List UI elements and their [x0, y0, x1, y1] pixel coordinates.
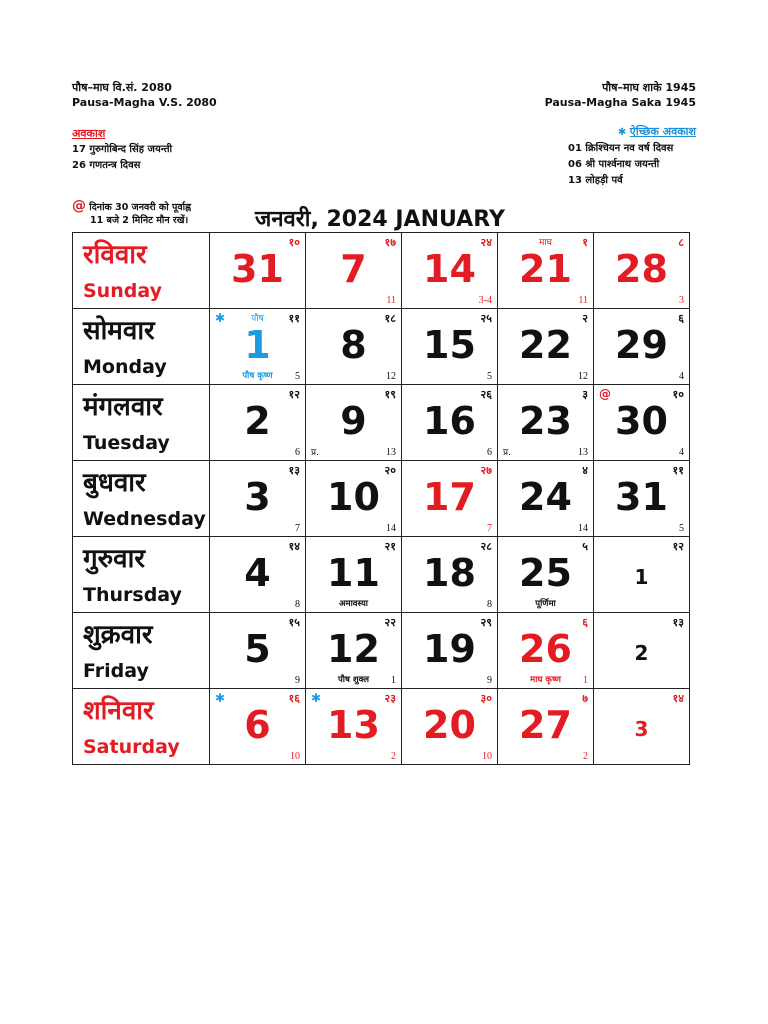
nakshatra-number: 3-4: [478, 295, 492, 306]
header-left: [72, 80, 217, 110]
optional-holiday-item: 06 श्री पार्श्वनाथ जयन्ती: [568, 159, 660, 170]
weekday-cell: [73, 233, 210, 309]
date-cell[interactable]: [402, 385, 498, 461]
weekday-cell: [73, 689, 210, 765]
date-cell[interactable]: [594, 461, 690, 537]
weekday-hindi: शुक्रवार: [83, 620, 153, 650]
date-number: 25: [519, 551, 572, 595]
tithi-number: १: [582, 236, 588, 249]
tithi-number: ८: [678, 236, 684, 249]
optional-holiday-item: 13 लोहड़ी पर्व: [568, 175, 623, 186]
month-marker: माघ: [538, 238, 553, 248]
nakshatra-number: 6: [295, 447, 300, 458]
tithi-number: १०: [672, 388, 684, 401]
weekday-english: Monday: [83, 356, 167, 378]
date-cell[interactable]: [210, 537, 306, 613]
tithi-number: ११: [288, 312, 300, 325]
paksha-label: अमावस्या: [339, 599, 368, 609]
nakshatra-number: 2: [583, 751, 588, 762]
tithi-number: १२: [288, 388, 300, 401]
date-number: 2: [634, 641, 649, 665]
tithi-number: २०: [384, 464, 396, 477]
nakshatra-number: 6: [487, 447, 492, 458]
at-icon: @: [72, 198, 86, 214]
holiday-item: 17 गुरुगोबिन्द सिंह जयन्ती: [72, 144, 173, 155]
tithi-number: १३: [672, 616, 684, 629]
date-number: 17: [423, 475, 476, 519]
holidays-list: [72, 126, 172, 174]
weekday-hindi: सोमवार: [83, 316, 155, 346]
date-number: 1: [634, 565, 649, 589]
header-left-english: Pausa-Magha V.S. 2080: [72, 96, 217, 109]
weekday-hindi: मंगलवार: [83, 392, 163, 422]
weekday-english: Friday: [83, 660, 149, 682]
date-number: 28: [615, 247, 668, 291]
date-cell[interactable]: [306, 385, 402, 461]
nakshatra-number: 10: [482, 751, 492, 762]
header-right: [545, 80, 696, 110]
header-right-english: Pausa-Magha Saka 1945: [544, 96, 696, 109]
date-cell[interactable]: [306, 233, 402, 309]
date-cell[interactable]: [594, 689, 690, 765]
weekday-english: Thursday: [83, 584, 182, 606]
date-number: 3: [634, 717, 649, 741]
nakshatra-number: 4: [679, 447, 684, 458]
date-cell[interactable]: [306, 537, 402, 613]
star-icon: ✱: [215, 311, 226, 325]
paksha-label: पूर्णिमा: [535, 599, 556, 609]
tithi-number: १०: [288, 236, 300, 249]
header-left-hindi: पौष–माघ वि.सं. 2080: [72, 81, 172, 94]
date-number: 16: [423, 399, 476, 443]
date-cell[interactable]: [594, 233, 690, 309]
optional-holiday-item: 01 क्रिश्चियन नव वर्ष दिवस: [568, 143, 674, 154]
date-number: 1: [244, 323, 271, 367]
date-cell[interactable]: [210, 461, 306, 537]
calendar-row-saturday: [73, 689, 690, 765]
date-cell[interactable]: [498, 537, 594, 613]
paksha-label: पौष कृष्ण: [242, 371, 273, 381]
date-cell[interactable]: [402, 613, 498, 689]
nakshatra-number: 13: [386, 447, 396, 458]
tithi-number: ३०: [480, 692, 492, 705]
at-icon: @: [599, 387, 611, 401]
calendar-row-tuesday: [73, 385, 690, 461]
date-number: 23: [519, 399, 572, 443]
date-cell[interactable]: [594, 309, 690, 385]
pradosh-marker: प्र.: [311, 448, 319, 458]
date-cell[interactable]: [402, 309, 498, 385]
date-number: 31: [615, 475, 668, 519]
date-number: 29: [615, 323, 668, 367]
paksha-label: पौष शुक्ल: [337, 675, 370, 685]
calendar-row-thursday: [73, 537, 690, 613]
weekday-cell: [73, 613, 210, 689]
tithi-number: १३: [288, 464, 300, 477]
date-cell[interactable]: [498, 233, 594, 309]
date-number: 9: [340, 399, 367, 443]
date-number: 24: [519, 475, 572, 519]
date-cell[interactable]: [594, 537, 690, 613]
nakshatra-number: 11: [578, 295, 588, 306]
holiday-item: 26 गणतन्त्र दिवस: [72, 160, 141, 171]
tithi-number: ६: [582, 616, 588, 629]
nakshatra-number: 8: [487, 599, 492, 610]
tithi-number: २७: [480, 464, 492, 477]
optional-holidays-list: [568, 124, 696, 189]
calendar-row-friday: [73, 613, 690, 689]
tithi-number: २: [582, 312, 588, 325]
date-cell[interactable]: [210, 613, 306, 689]
nakshatra-number: 9: [295, 675, 300, 686]
date-number: 30: [615, 399, 668, 443]
nakshatra-number: 5: [679, 523, 684, 534]
date-cell[interactable]: [210, 689, 306, 765]
note-line-2: 11 बजे 2 मिनिट मौन रखें।: [90, 215, 189, 226]
tithi-number: २९: [480, 616, 492, 629]
holidays-title: अवकाश: [72, 127, 106, 140]
tithi-number: १९: [384, 388, 396, 401]
tithi-number: १४: [672, 692, 684, 705]
weekday-english: Wednesday: [83, 508, 206, 530]
nakshatra-number: 2: [391, 751, 396, 762]
nakshatra-number: 5: [487, 371, 492, 382]
date-number: 10: [327, 475, 380, 519]
star-icon: ✱: [617, 127, 627, 138]
tithi-number: २८: [480, 540, 492, 553]
calendar-row-monday: [73, 309, 690, 385]
date-number: 18: [423, 551, 476, 595]
nakshatra-number: 14: [578, 523, 588, 534]
weekday-cell: [73, 385, 210, 461]
weekday-cell: [73, 309, 210, 385]
date-number: 4: [244, 551, 271, 595]
star-icon: ✱: [311, 691, 322, 705]
date-number: 3: [244, 475, 271, 519]
calendar-row-wednesday: [73, 461, 690, 537]
star-icon: ✱: [215, 691, 226, 705]
tithi-number: १६: [288, 692, 300, 705]
weekday-english: Sunday: [83, 280, 162, 302]
header-right-hindi: पौष–माघ शाके 1945: [602, 81, 696, 94]
date-cell[interactable]: [402, 689, 498, 765]
date-number: 22: [519, 323, 572, 367]
tithi-number: २६: [480, 388, 492, 401]
nakshatra-number: 12: [386, 371, 396, 382]
weekday-hindi: बुधवार: [83, 468, 146, 498]
tithi-number: १८: [384, 312, 396, 325]
date-number: 20: [423, 703, 476, 747]
date-number: 15: [423, 323, 476, 367]
nakshatra-number: 7: [295, 523, 300, 534]
date-cell[interactable]: [402, 537, 498, 613]
date-cell[interactable]: [594, 613, 690, 689]
tithi-number: १५: [288, 616, 300, 629]
tithi-number: २३: [384, 692, 396, 705]
date-number: 5: [244, 627, 271, 671]
date-number: 7: [340, 247, 367, 291]
weekday-hindi: गुरुवार: [83, 544, 146, 574]
date-cell[interactable]: [402, 461, 498, 537]
nakshatra-number: 4: [679, 371, 684, 382]
tithi-number: ११: [672, 464, 684, 477]
tithi-number: ५: [582, 540, 588, 553]
date-number: 6: [244, 703, 271, 747]
date-number: 2: [244, 399, 271, 443]
date-number: 8: [340, 323, 367, 367]
calendar-row-sunday: [73, 233, 690, 309]
weekday-hindi: रविवार: [83, 240, 147, 270]
optional-holidays-title: ऐच्छिक अवकाश: [629, 125, 696, 138]
nakshatra-number: 13: [578, 447, 588, 458]
nakshatra-number: 9: [487, 675, 492, 686]
date-cell[interactable]: [306, 309, 402, 385]
paksha-label: माघ कृष्ण: [530, 675, 561, 685]
nakshatra-number: 12: [578, 371, 588, 382]
weekday-hindi: शनिवार: [83, 696, 154, 726]
tithi-number: २५: [480, 312, 492, 325]
nakshatra-number: 3: [679, 295, 684, 306]
tithi-number: ६: [678, 312, 684, 325]
tithi-number: ४: [582, 464, 588, 477]
weekday-english: Tuesday: [83, 432, 170, 454]
date-number: 31: [231, 247, 284, 291]
date-number: 14: [423, 247, 476, 291]
date-number: 19: [423, 627, 476, 671]
date-number: 27: [519, 703, 572, 747]
tithi-number: १४: [288, 540, 300, 553]
tithi-number: २२: [384, 616, 396, 629]
date-number: 13: [327, 703, 380, 747]
date-cell[interactable]: [210, 309, 306, 385]
weekday-english: Saturday: [83, 736, 180, 758]
date-number: 12: [327, 627, 380, 671]
date-cell[interactable]: [498, 385, 594, 461]
nakshatra-number: 11: [386, 295, 396, 306]
date-number: 21: [519, 247, 572, 291]
weekday-cell: [73, 537, 210, 613]
date-number: 26: [519, 627, 572, 671]
date-cell[interactable]: [498, 309, 594, 385]
silence-note: [72, 200, 191, 227]
nakshatra-number: 7: [487, 523, 492, 534]
note-line-1: दिनांक 30 जनवरी को पूर्वाह्न: [86, 202, 192, 213]
tithi-number: १२: [672, 540, 684, 553]
calendar-grid: [72, 232, 690, 765]
nakshatra-number: 14: [386, 523, 396, 534]
date-cell[interactable]: [594, 385, 690, 461]
nakshatra-number: 1: [391, 675, 396, 686]
tithi-number: ३: [582, 388, 588, 401]
date-cell[interactable]: [498, 689, 594, 765]
nakshatra-number: 1: [583, 675, 588, 686]
month-title: जनवरी, 2024 JANUARY: [255, 207, 505, 232]
date-cell[interactable]: [402, 233, 498, 309]
date-cell[interactable]: [306, 461, 402, 537]
pradosh-marker: प्र.: [503, 448, 511, 458]
date-cell[interactable]: [306, 689, 402, 765]
weekday-cell: [73, 461, 210, 537]
tithi-number: २४: [480, 236, 492, 249]
date-cell[interactable]: [498, 461, 594, 537]
month-marker: पौष: [251, 314, 264, 324]
date-cell[interactable]: [306, 613, 402, 689]
date-cell[interactable]: [498, 613, 594, 689]
tithi-number: १७: [384, 236, 396, 249]
tithi-number: ७: [582, 692, 588, 705]
date-number: 11: [327, 551, 380, 595]
nakshatra-number: 8: [295, 599, 300, 610]
date-cell[interactable]: [210, 233, 306, 309]
nakshatra-number: 10: [290, 751, 300, 762]
nakshatra-number: 5: [295, 371, 300, 382]
tithi-number: २१: [384, 540, 396, 553]
date-cell[interactable]: [210, 385, 306, 461]
